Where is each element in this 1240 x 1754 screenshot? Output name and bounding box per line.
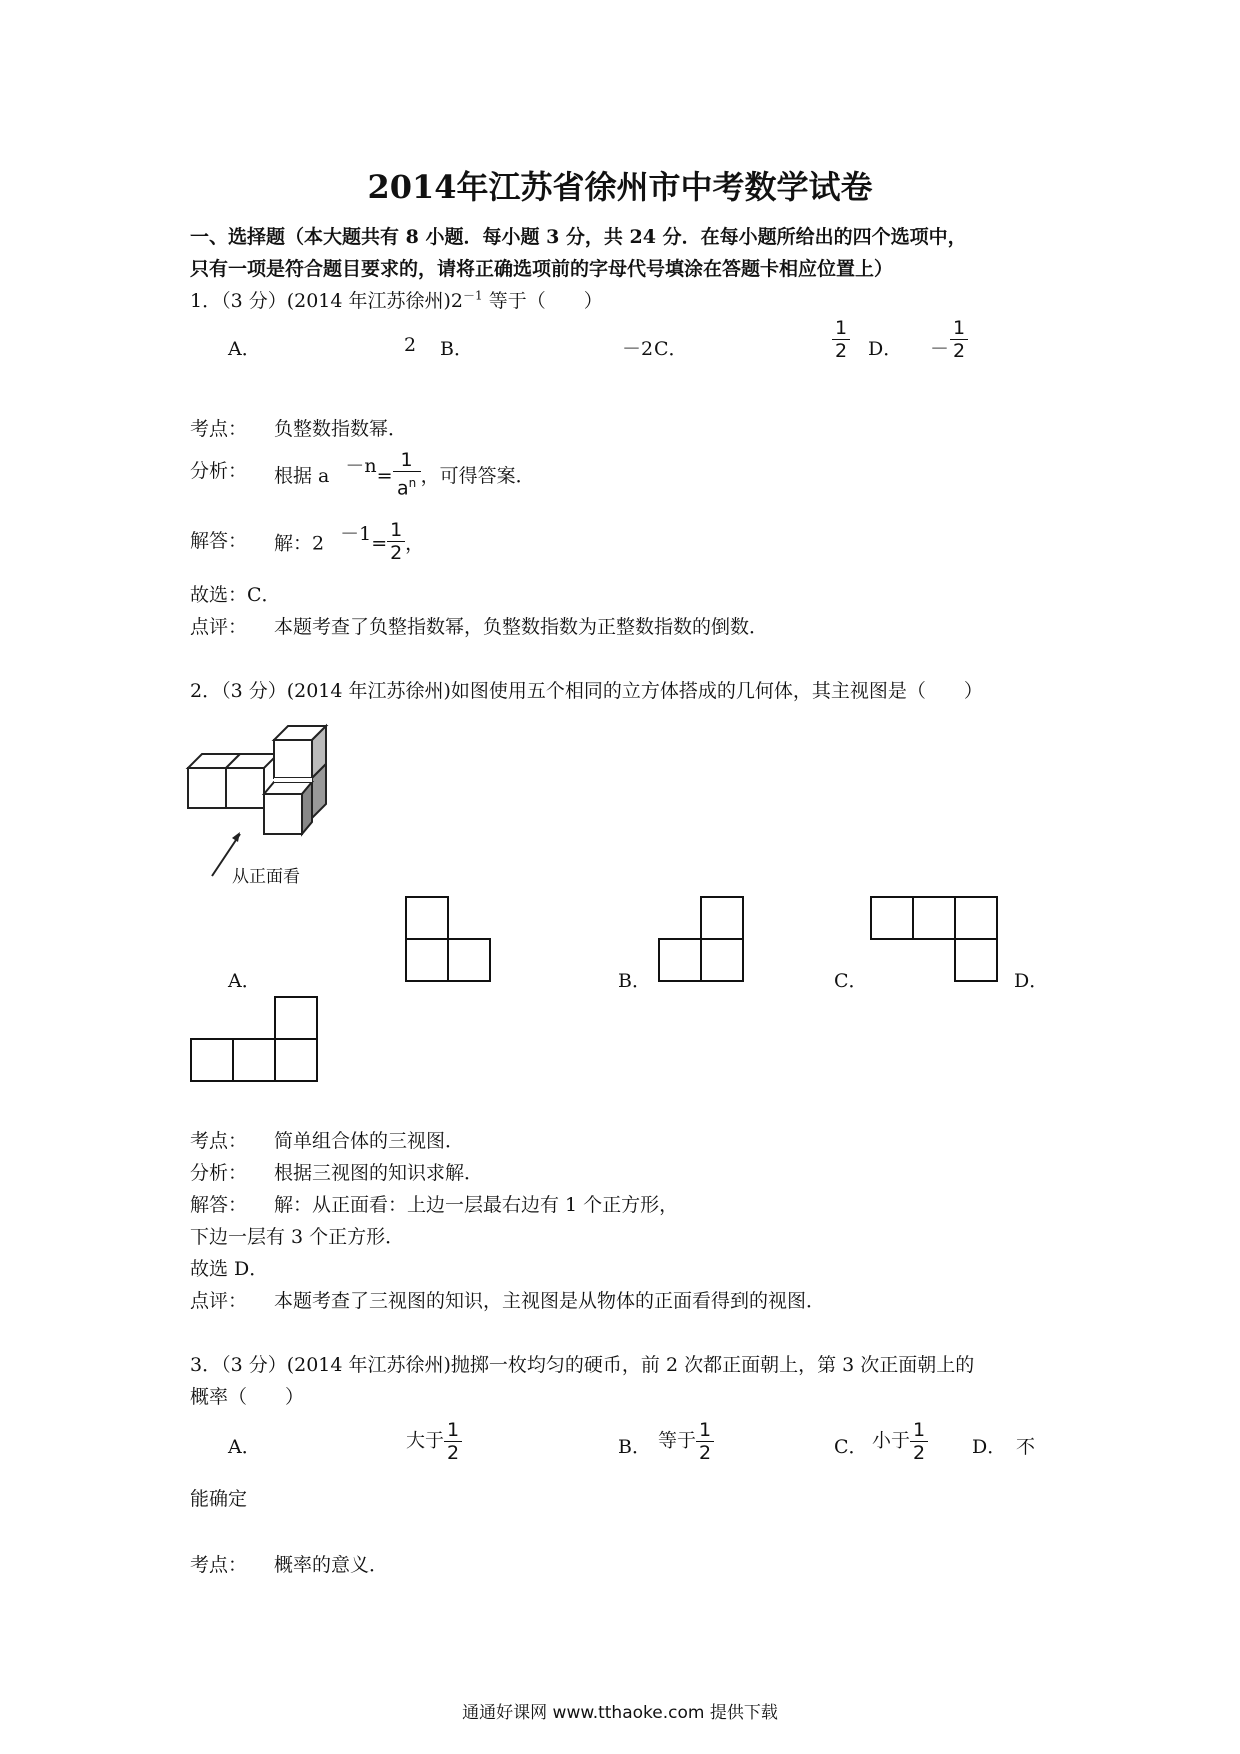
q2-dianping-label: 点评： bbox=[190, 1290, 248, 1312]
fenxi-tail: ，可得答案． bbox=[420, 465, 535, 488]
q1-guxuan: 故选：C． bbox=[190, 584, 281, 606]
q2-option-d-figure bbox=[190, 996, 320, 1084]
frac-den: 2 bbox=[912, 1442, 926, 1464]
q1-option-c-label: C． bbox=[654, 338, 688, 360]
q2-kaodian: 简单组合体的三视图． bbox=[274, 1130, 465, 1152]
q1-option-c-fraction bbox=[832, 318, 850, 361]
frac-num: 1 bbox=[834, 317, 848, 339]
frac-den: 2 bbox=[446, 1442, 460, 1464]
q3-option-b-label: B． bbox=[618, 1436, 651, 1458]
q1-fenxi-label: 分析： bbox=[190, 460, 248, 482]
q1-kaodian-label: 考点： bbox=[190, 418, 248, 440]
option-text: 大于 bbox=[406, 1429, 445, 1452]
q2-fenxi: 根据三视图的知识求解． bbox=[274, 1162, 484, 1184]
q2-dianping: 本题考查了三视图的知识，主视图是从物体的正面看得到的视图． bbox=[274, 1290, 826, 1312]
frac-den: 2 bbox=[390, 542, 403, 564]
q3-stem-line1: 3．（3 分）(2014 年江苏徐州)抛掷一枚均匀的硬币，前 2 次都正面朝上，第 3 次正面朝上的 bbox=[190, 1354, 975, 1376]
jieda-eq: = bbox=[371, 532, 388, 555]
q1-option-a-value: 2 bbox=[404, 334, 417, 356]
frac-num: 1 bbox=[446, 1419, 460, 1441]
q3-option-c-value bbox=[872, 1420, 928, 1463]
frac-num: 1 bbox=[952, 317, 966, 339]
page-title: 2014年江苏省徐州市中考数学试卷 bbox=[367, 168, 873, 206]
jieda-text: 解：2 bbox=[274, 532, 325, 555]
section-header-line1: 一、选择题（本大题共有 8 小题．每小题 3 分，共 24 分．在每小题所给出的四个选项中， bbox=[190, 226, 967, 248]
q3-stem-line2: 概率（ ） bbox=[190, 1386, 305, 1408]
q2-kaodian-label: 考点： bbox=[190, 1130, 248, 1152]
frac-num: 1 bbox=[400, 449, 413, 471]
q2-fenxi-label: 分析： bbox=[190, 1162, 248, 1184]
frac-den: 2 bbox=[834, 340, 848, 362]
q1-option-d-sign: － bbox=[930, 338, 950, 360]
option-text: 等于 bbox=[658, 1429, 697, 1452]
q1-dianping-label: 点评： bbox=[190, 616, 248, 638]
q2-jieda-label: 解答： bbox=[190, 1194, 248, 1216]
q3-option-d-cont: 能确定 bbox=[190, 1488, 248, 1510]
q1-option-b-label: B． bbox=[440, 338, 473, 360]
q1-stem-text: 1．（3 分）(2014 年江苏徐州)2 bbox=[190, 290, 464, 312]
q3-option-b-value bbox=[658, 1420, 714, 1463]
q2-option-d-label: D． bbox=[1014, 970, 1049, 992]
q3-option-c-label: C． bbox=[834, 1436, 868, 1458]
fenxi-text: 根据 a bbox=[274, 465, 330, 488]
q1-stem bbox=[190, 286, 603, 313]
frac-num: 1 bbox=[390, 519, 403, 541]
q3-option-d-value: 不 bbox=[1016, 1436, 1036, 1458]
fenxi-exponent: －n bbox=[345, 455, 377, 478]
q1-fenxi bbox=[274, 449, 535, 500]
q2-stem: 2．（3 分）(2014 年江苏徐州)如图使用五个相同的立方体搭成的几何体，其主视图是（ ） bbox=[190, 680, 983, 702]
frac-den: 2 bbox=[952, 340, 966, 362]
q2-from-front-label: 从正面看 bbox=[232, 867, 300, 887]
q3-kaodian: 概率的意义． bbox=[274, 1554, 389, 1576]
q2-guxuan: 故选 D． bbox=[190, 1258, 269, 1280]
q3-kaodian-label: 考点： bbox=[190, 1554, 248, 1576]
q1-stem-tail: 等于（ ） bbox=[488, 290, 603, 312]
frac-num: 1 bbox=[698, 1419, 712, 1441]
section-header-line2: 只有一项是符合题目要求的，请将正确选项前的字母代号填涂在答题卡相应位置上） bbox=[190, 258, 894, 280]
q1-option-d-fraction bbox=[950, 318, 968, 361]
q3-option-a-label: A． bbox=[228, 1436, 261, 1458]
fenxi-eq: = bbox=[376, 465, 393, 488]
q2-jieda: 解：从正面看：上边一层最右边有 1 个正方形， bbox=[274, 1194, 679, 1216]
q2-option-b-label: B． bbox=[618, 970, 651, 992]
frac-num: 1 bbox=[912, 1419, 926, 1441]
frac-den: a bbox=[396, 477, 409, 500]
jieda-exponent: －1 bbox=[340, 522, 372, 545]
option-text: 小于 bbox=[872, 1429, 911, 1452]
q3-option-d-label: D． bbox=[972, 1436, 1007, 1458]
frac-den-exp: n bbox=[408, 476, 417, 490]
q2-option-c-label: C． bbox=[834, 970, 868, 992]
q1-option-d-label: D． bbox=[868, 338, 903, 360]
q1-kaodian: 负整数指数幂． bbox=[274, 418, 408, 440]
footer-credit: 通通好课网 www.tthaoke.com 提供下载 bbox=[462, 1703, 778, 1723]
q2-option-a-figure bbox=[405, 896, 491, 984]
q1-dianping: 本题考查了负整指数幂，负整数指数为正整数指数的倒数． bbox=[274, 616, 769, 638]
q2-cube-figure bbox=[186, 716, 346, 886]
frac-den: 2 bbox=[698, 1442, 712, 1464]
q1-option-a-label: A． bbox=[228, 338, 261, 360]
q2-option-a-label: A． bbox=[228, 970, 261, 992]
q2-option-b-figure bbox=[658, 896, 744, 984]
q3-option-a-value bbox=[406, 1420, 462, 1463]
q2-jieda-cont: 下边一层有 3 个正方形． bbox=[190, 1226, 405, 1248]
q2-option-c-figure bbox=[870, 896, 1000, 984]
jieda-tail: ， bbox=[405, 532, 425, 555]
q1-exponent: －1 bbox=[463, 288, 483, 303]
q1-jieda-label: 解答： bbox=[190, 530, 248, 552]
q1-jieda bbox=[274, 519, 425, 564]
q1-option-b-value: －2 bbox=[622, 338, 654, 360]
